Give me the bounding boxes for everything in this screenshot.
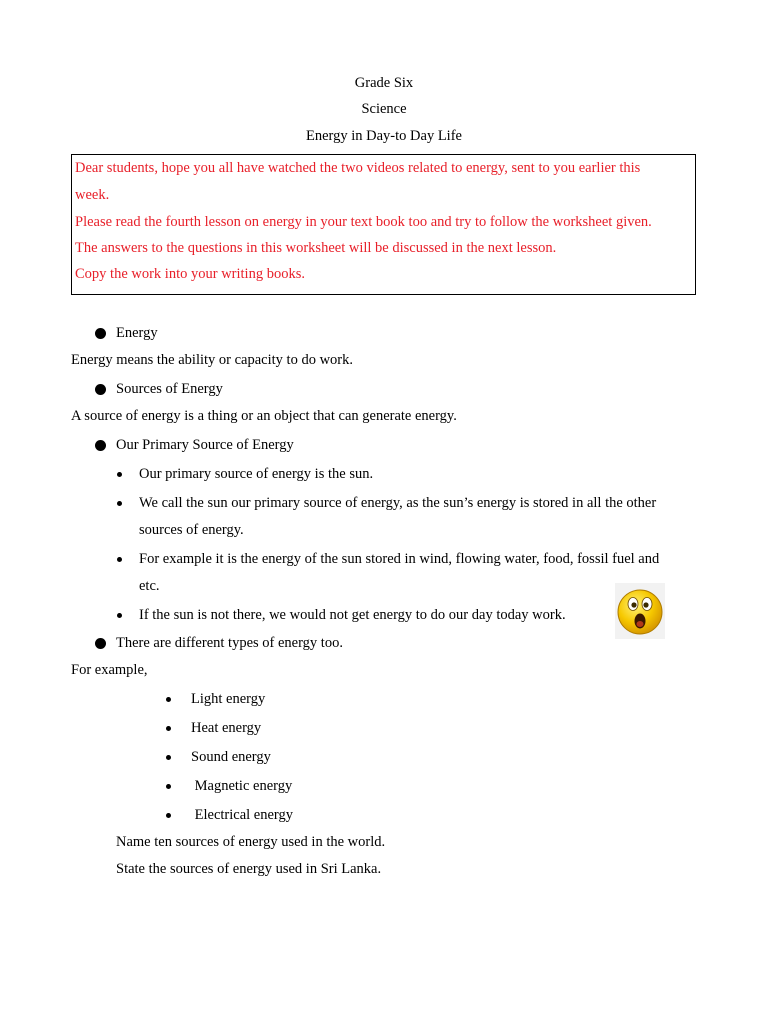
notice-line: Please read the fourth lesson on energy in your text book too and try to follow the worksheet given.	[75, 214, 652, 230]
primary-point: For example it is the energy of the sun stored in wind, flowing water, food, fossil fuel and	[139, 551, 660, 567]
notice-line: week.	[75, 187, 110, 203]
energy-type-item: Magnetic energy	[191, 778, 293, 794]
sources-heading: Sources of Energy	[116, 381, 223, 397]
subject-heading: Science	[361, 101, 407, 117]
notice-line: Dear students, hope you all have watched the two videos related to energy, sent to you earlier this	[75, 160, 641, 176]
sources-definition: A source of energy is a thing or an object that can generate energy.	[71, 408, 457, 424]
surprised-face-icon	[615, 583, 665, 639]
small-bullet	[166, 813, 171, 818]
small-bullet	[166, 726, 171, 731]
energy-definition: Energy means the ability or capacity to do work.	[71, 352, 353, 368]
energy-type-item: Light energy	[191, 691, 266, 707]
types-heading: There are different types of energy too.	[116, 635, 343, 651]
bullet-dot	[95, 384, 106, 395]
energy-heading: Energy	[116, 325, 158, 341]
primary-point: If the sun is not there, we would not get energy to do our day today work.	[139, 607, 566, 623]
task-item: State the sources of energy used in Sri Lanka.	[116, 861, 382, 877]
small-bullet	[117, 501, 122, 506]
bullet-dot	[95, 638, 106, 649]
page-title: Energy in Day-to Day Life	[306, 128, 462, 144]
small-bullet	[117, 557, 122, 562]
primary-source-heading: Our Primary Source of Energy	[116, 437, 294, 453]
primary-point: Our primary source of energy is the sun.	[139, 466, 374, 482]
energy-type-item: Electrical energy	[191, 807, 293, 823]
small-bullet	[166, 784, 171, 789]
small-bullet	[166, 755, 171, 760]
for-example-label: For example,	[71, 662, 148, 678]
primary-point-continued: sources of energy.	[139, 522, 244, 538]
bullet-dot	[95, 440, 106, 451]
bullet-dot	[95, 328, 106, 339]
notice-line: The answers to the questions in this worksheet will be discussed in the next lesson.	[75, 240, 557, 256]
primary-point-continued: etc.	[139, 578, 160, 594]
task-item: Name ten sources of energy used in the world.	[116, 834, 386, 850]
notice-line: Copy the work into your writing books.	[75, 266, 305, 282]
energy-type-item: Sound energy	[191, 749, 271, 765]
grade-heading: Grade Six	[354, 75, 414, 91]
small-bullet	[117, 472, 122, 477]
energy-type-item: Heat energy	[191, 720, 262, 736]
primary-point: We call the sun our primary source of energy, as the sun’s energy is stored in all the other	[139, 495, 657, 511]
small-bullet	[117, 613, 122, 618]
teacher-notice-box	[71, 154, 696, 295]
small-bullet	[166, 697, 171, 702]
